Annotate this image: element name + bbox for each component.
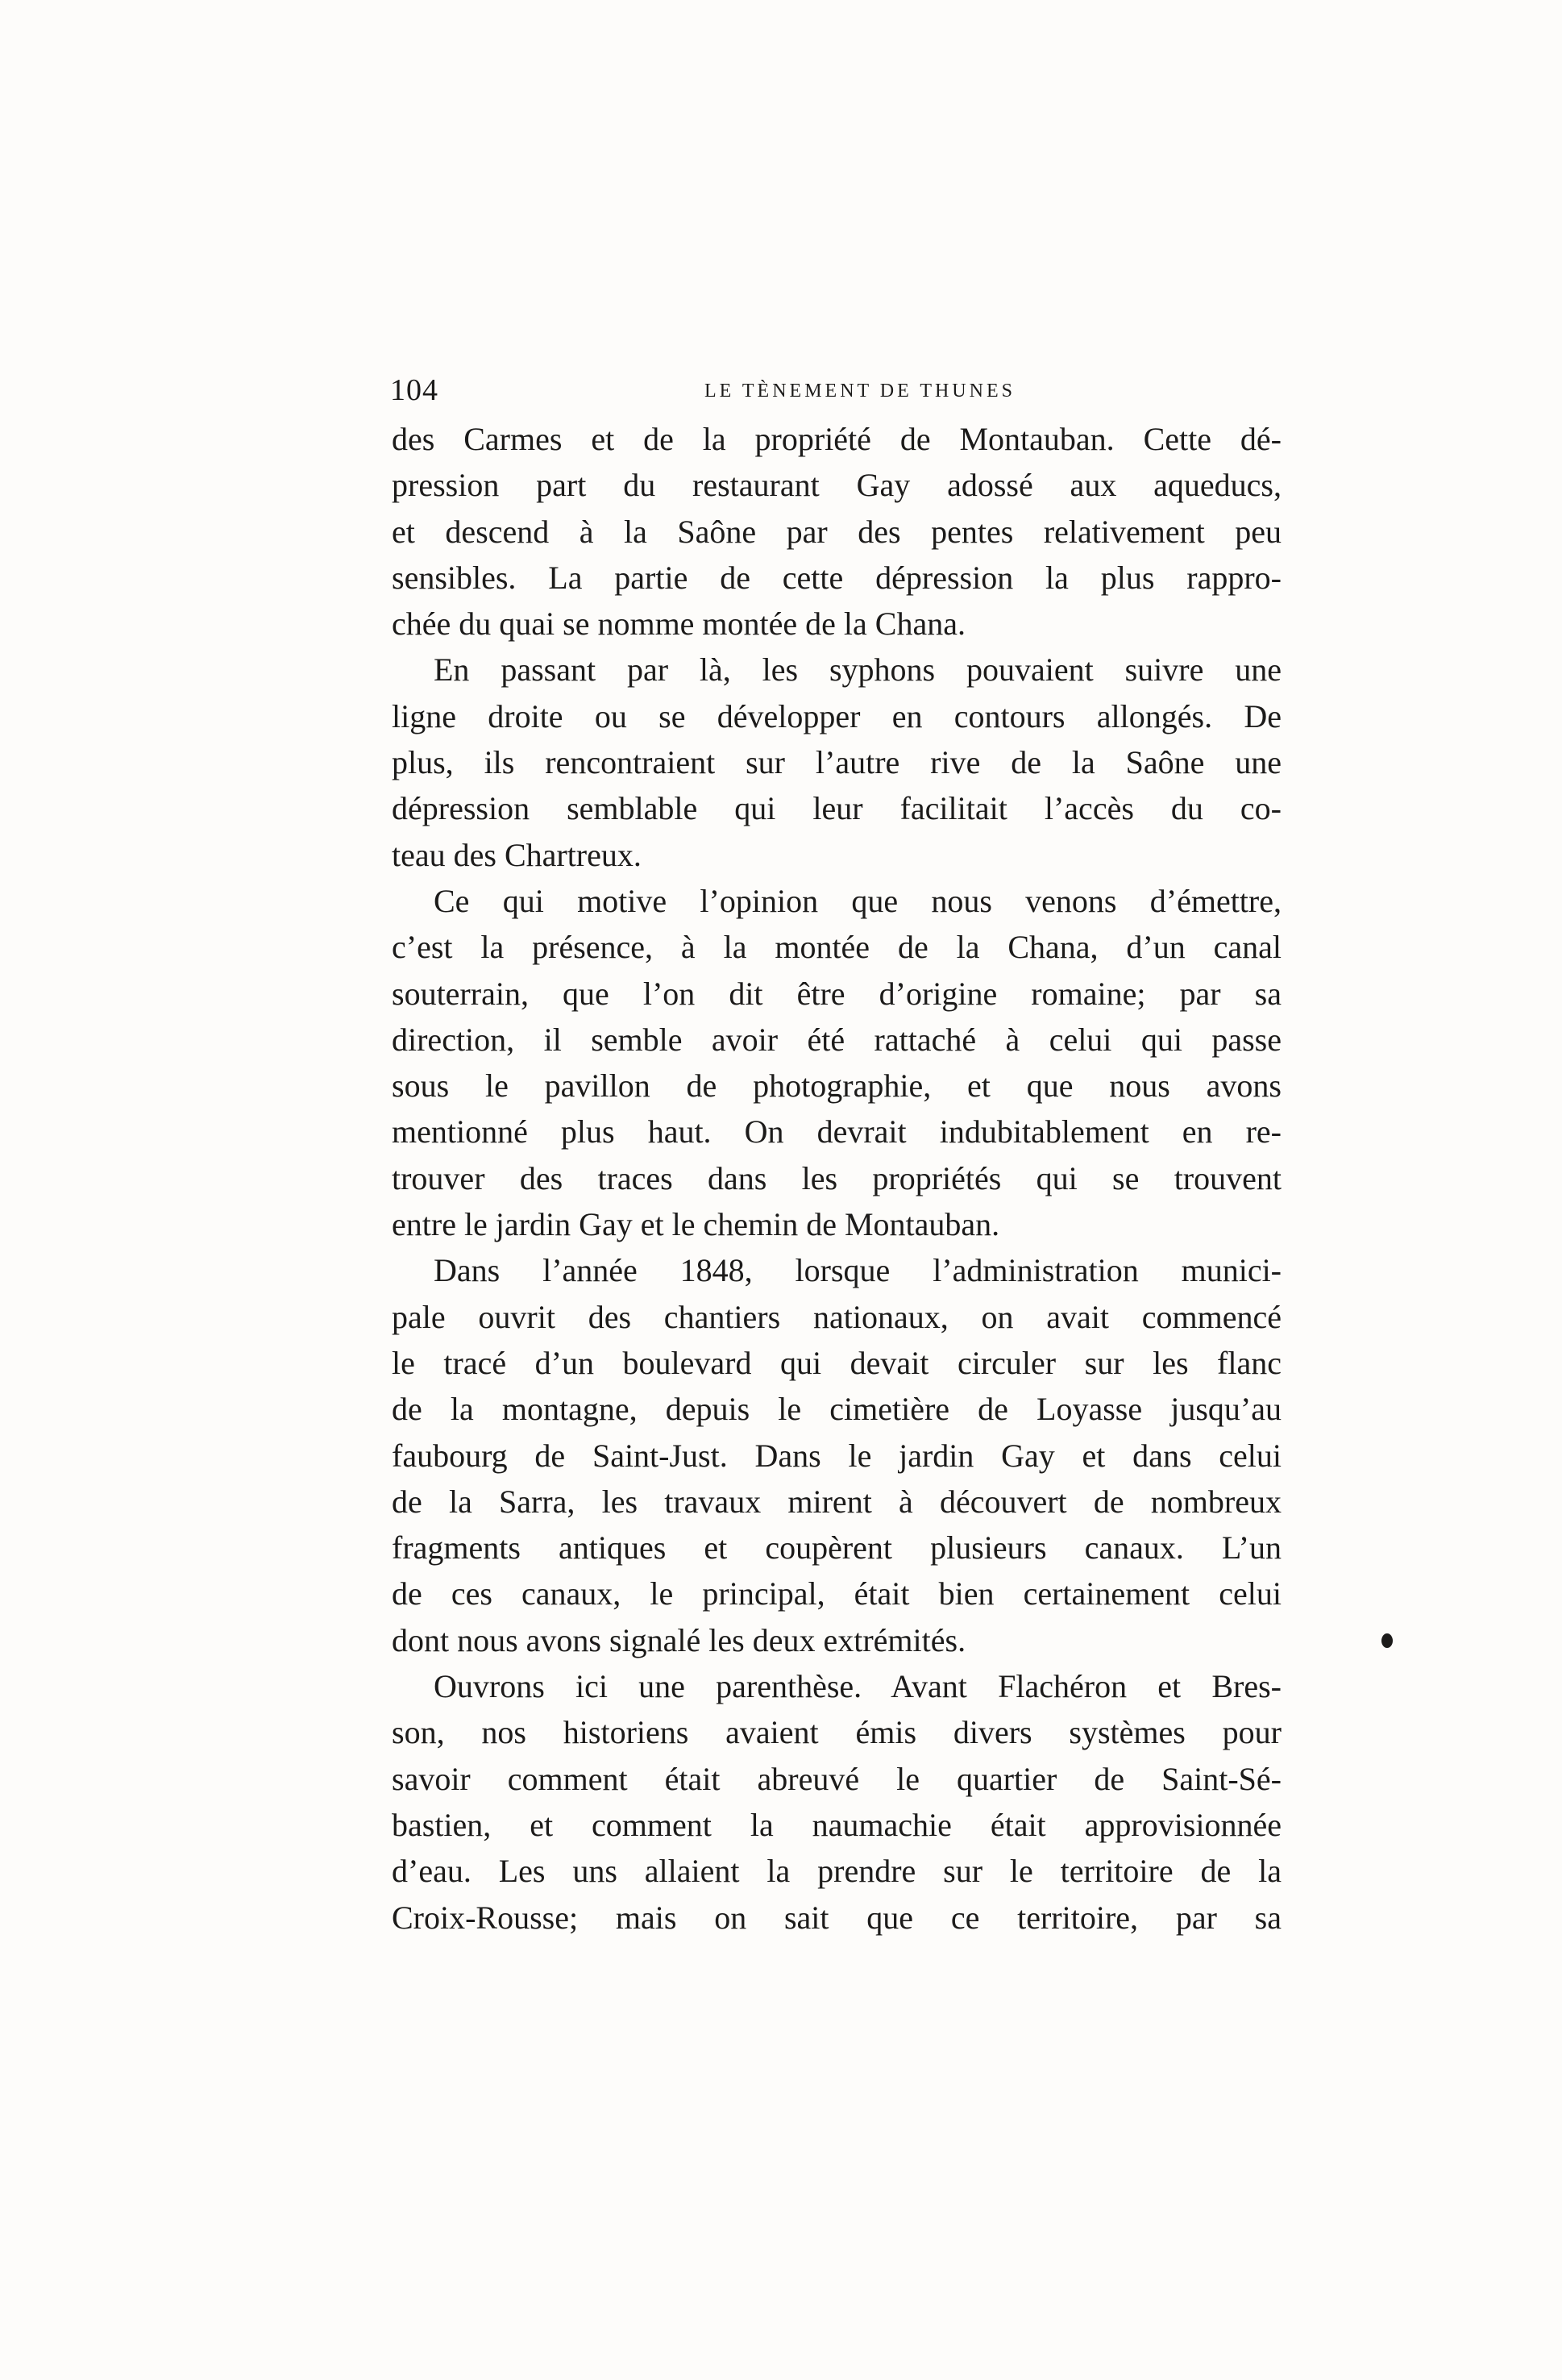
paragraph-first-line: Ce qui motive l’opinion que nous venons d’émettre,: [434, 882, 1282, 919]
text-line: direction, il semble avoir été rattaché à celui qui passe: [392, 1021, 1282, 1058]
body-text: [392, 416, 1282, 1941]
text-line: ligne droite ou se développer en contours allongés. De: [392, 697, 1282, 734]
text-line: mentionné plus haut. On devrait indubitablement en re-: [392, 1113, 1282, 1150]
text-line: d’eau. Les uns allaient la prendre sur le territoire de la: [392, 1853, 1282, 1890]
text-line: dépression semblable qui leur facilitait l’accès du co-: [392, 790, 1282, 827]
text-line: son, nos historiens avaient émis divers systèmes pour: [392, 1714, 1282, 1751]
running-title: LE TÈNEMENT DE THUNES: [704, 381, 1016, 402]
text-line: le tracé d’un boulevard qui devait circuler sur les flanc: [392, 1344, 1282, 1381]
text-line: c’est la présence, à la montée de la Chana, d’un canal: [392, 929, 1282, 966]
text-line: sensibles. La partie de cette dépression la plus rappro-: [392, 559, 1282, 596]
paragraph-first-line: Dans l’année 1848, lorsque l’administration munici-: [434, 1252, 1282, 1289]
text-line: et descend à la Saône par des pentes relativement peu: [392, 513, 1282, 550]
text-line: des Carmes et de la propriété de Montauban. Cette dé-: [392, 421, 1282, 457]
page-number: 104: [390, 373, 438, 407]
paragraph-first-line: En passant par là, les syphons pouvaient suivre une: [434, 651, 1282, 689]
text-line: dont nous avons signalé les deux extrémités.: [392, 1621, 966, 1658]
text-line: Croix-Rousse; mais on sait que ce territoire, par sa: [392, 1899, 1282, 1936]
text-line: faubourg de Saint-Just. Dans le jardin Gay et dans celui: [392, 1437, 1282, 1474]
text-line: de ces canaux, le principal, était bien certainement celui: [392, 1575, 1282, 1612]
text-line: pression part du restaurant Gay adossé aux aqueducs,: [392, 467, 1282, 504]
text-line: chée du quai se nomme montée de la Chana.: [392, 605, 966, 643]
paragraph-first-line: Ouvrons ici une parenthèse. Avant Flachéron et Bres-: [434, 1668, 1282, 1705]
text-line: plus, ils rencontraient sur l’autre rive de la Saône une: [392, 744, 1282, 781]
running-head: [390, 372, 1282, 413]
text-line: de la montagne, depuis le cimetière de Loyasse jusqu’au: [392, 1391, 1282, 1428]
text-line: entre le jardin Gay et le chemin de Montauban.: [392, 1206, 1000, 1243]
text-line: de la Sarra, les travaux mirent à découvert de nombreux: [392, 1483, 1282, 1520]
text-line: savoir comment était abreuvé le quartier de Saint-Sé-: [392, 1760, 1282, 1797]
text-line: fragments antiques et coupèrent plusieurs canaux. L’un: [392, 1529, 1282, 1567]
text-line: sous le pavillon de photographie, et que nous avons: [392, 1067, 1282, 1105]
ink-speck: [1381, 1633, 1393, 1648]
text-line: teau des Chartreux.: [392, 836, 642, 873]
text-line: bastien, et comment la naumachie était approvisionnée: [392, 1806, 1282, 1843]
text-line: trouver des traces dans les propriétés qui se trouvent: [392, 1159, 1282, 1196]
text-line: souterrain, que l’on dit être d’origine romaine; par sa: [392, 975, 1282, 1012]
text-line: pale ouvrit des chantiers nationaux, on avait commencé: [392, 1298, 1282, 1335]
